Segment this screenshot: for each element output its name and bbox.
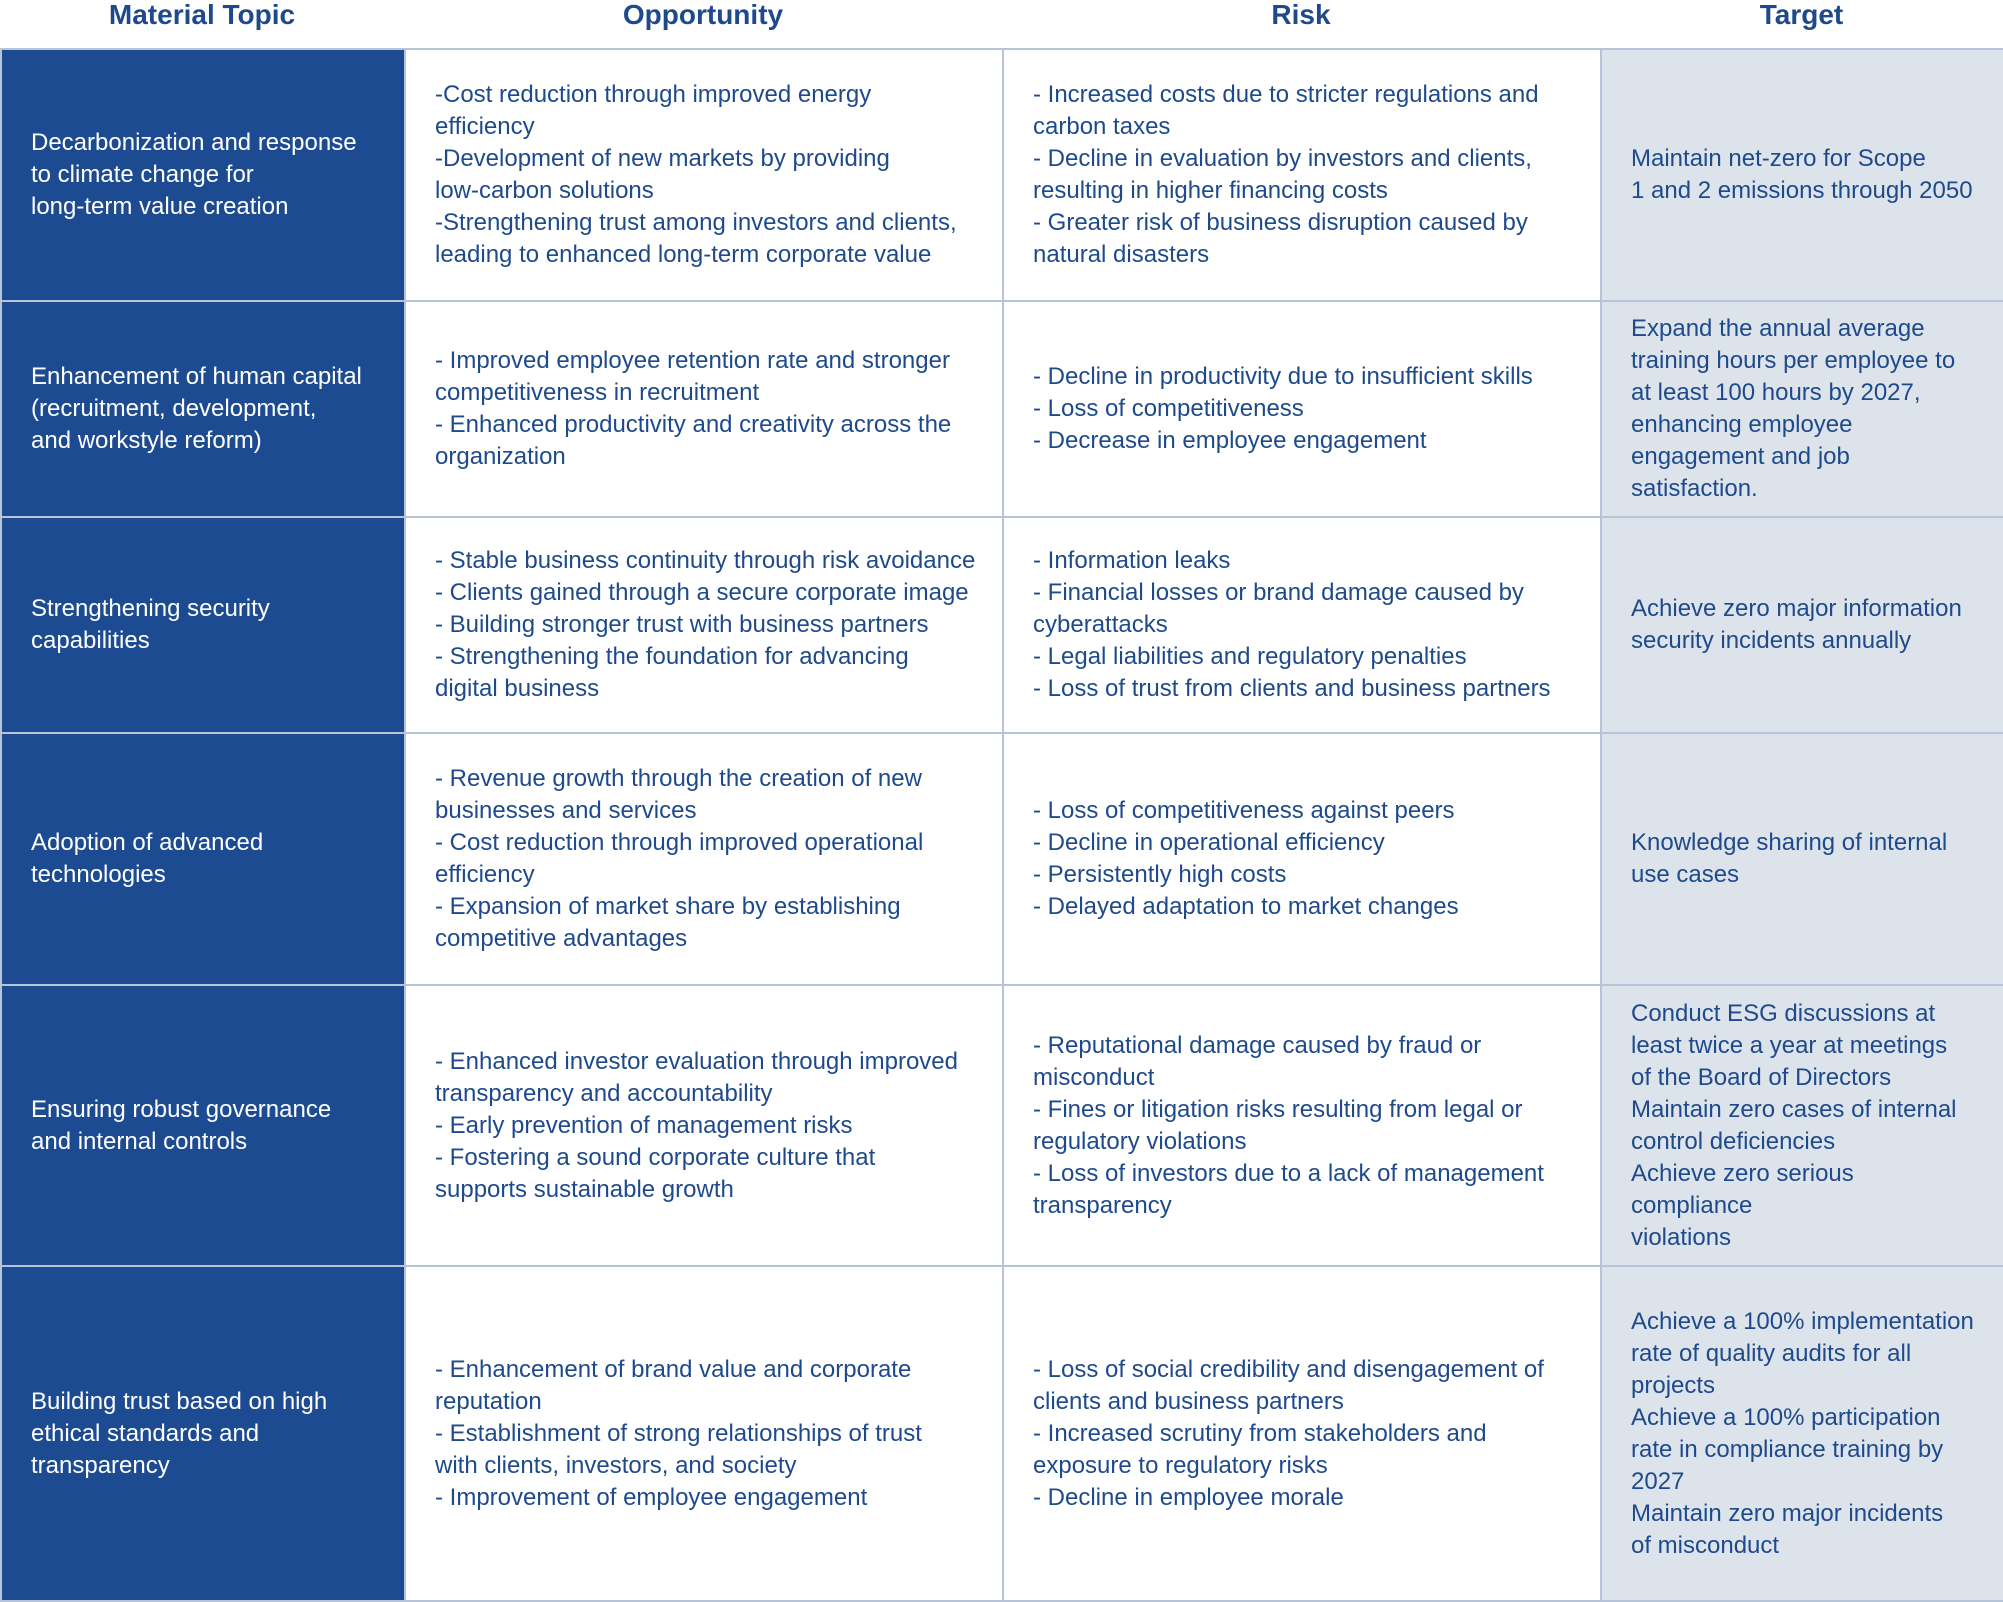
opportunity-cell <box>405 49 1003 301</box>
list-item: - Increased scrutiny from stakeholders and exposure to regulatory risks <box>1033 1419 1487 1479</box>
target-text: Achieve zero major information security incidents annually <box>1631 595 1962 654</box>
target-text: Achieve a 100% implementation rate of quality audits for all projects Achieve a 100% participation rate in compliance training by 2027 Maintain zero major incidents of misconduct <box>1631 1307 1974 1559</box>
list-item: - Expansion of market share by establishing competitive advantages <box>435 893 901 952</box>
list-item: - Loss of trust from clients and business partners <box>1033 675 1551 702</box>
list-item: - Greater risk of business disruption caused by natural disasters <box>1033 209 1528 268</box>
risk-list <box>1033 79 1575 271</box>
opportunity-list <box>435 1046 977 1206</box>
list-item: - Decline in operational efficiency <box>1033 829 1385 856</box>
list-item: - Loss of competitiveness <box>1033 395 1304 422</box>
list-item: - Improved employee retention rate and stronger competitiveness in recruitment <box>435 347 950 406</box>
material-topic-text: Strengthening security capabilities <box>31 595 270 654</box>
opportunity-cell <box>405 301 1003 517</box>
material-topic-text: Ensuring robust governance and internal controls <box>31 1095 332 1155</box>
list-item: - Stable business continuity through risk avoidance <box>435 547 976 574</box>
list-item: - Loss of investors due to a lack of management transparency <box>1033 1159 1544 1219</box>
target-cell <box>1601 1266 2003 1601</box>
list-item: - Legal liabilities and regulatory penalties <box>1033 643 1467 670</box>
table-row <box>1 301 2003 517</box>
header-opportunity: Opportunity <box>622 0 784 30</box>
list-item: -Strengthening trust among investors and clients, leading to enhanced long-term corporate value <box>435 209 957 268</box>
list-item: - Cost reduction through improved operational efficiency <box>435 829 924 888</box>
risk-cell <box>1003 1266 1601 1601</box>
list-item: - Building stronger trust with business partners <box>435 611 929 638</box>
list-item: - Decrease in employee engagement <box>1033 427 1427 454</box>
opportunity-cell <box>405 1266 1003 1601</box>
list-item: - Enhancement of brand value and corporate reputation <box>435 1355 912 1415</box>
material-topic-text: Adoption of advanced technologies <box>31 829 264 888</box>
materiality-table <box>0 48 2003 1602</box>
target-text: Knowledge sharing of internal use cases <box>1631 829 1948 888</box>
list-item: - Loss of social credibility and disengagement of clients and business partners <box>1033 1355 1544 1415</box>
target-cell <box>1601 733 2003 985</box>
list-item: - Fostering a sound corporate culture that supports sustainable growth <box>435 1143 876 1203</box>
material-topic-cell <box>1 985 405 1266</box>
list-item: - Revenue growth through the creation of new businesses and services <box>435 765 922 824</box>
list-item: - Increased costs due to stricter regulations and carbon taxes <box>1033 81 1539 140</box>
header-target: Target <box>1759 0 1844 30</box>
list-item: - Fines or litigation risks resulting from legal or regulatory violations <box>1033 1095 1523 1155</box>
risk-list <box>1033 1030 1575 1222</box>
target-cell <box>1601 49 2003 301</box>
list-item: - Improvement of employee engagement <box>435 1483 868 1511</box>
opportunity-list <box>435 345 977 473</box>
list-item: - Decline in productivity due to insufficient skills <box>1033 363 1533 390</box>
material-topic-cell <box>1 49 405 301</box>
material-topic-cell <box>1 517 405 733</box>
risk-list <box>1033 1354 1575 1514</box>
risk-list <box>1033 545 1575 705</box>
list-item: - Decline in evaluation by investors and clients, resulting in higher financing costs <box>1033 145 1532 204</box>
risk-list <box>1033 795 1575 923</box>
material-topic-cell <box>1 301 405 517</box>
list-item: - Persistently high costs <box>1033 861 1287 888</box>
list-item: - Establishment of strong relationships of trust with clients, investors, and society <box>435 1419 922 1479</box>
opportunity-cell <box>405 517 1003 733</box>
target-text: Maintain net-zero for Scope 1 and 2 emissions through 2050 <box>1631 145 1973 204</box>
risk-cell <box>1003 301 1601 517</box>
list-item: - Enhanced productivity and creativity across the organization <box>435 411 952 470</box>
opportunity-list <box>435 763 977 955</box>
table-header <box>0 0 2003 48</box>
table-row <box>1 985 2003 1266</box>
table-row <box>1 1266 2003 1601</box>
target-text: Conduct ESG discussions at least twice a year at meetings of the Board of Directors Maintain zero cases of internal control deficiencies Achieve zero serious compliance violations <box>1631 999 1957 1251</box>
list-item: - Decline in employee morale <box>1033 1483 1344 1511</box>
table-row <box>1 733 2003 985</box>
target-cell <box>1601 985 2003 1266</box>
opportunity-list <box>435 1354 977 1514</box>
opportunity-cell <box>405 733 1003 985</box>
table-row <box>1 49 2003 301</box>
list-item: - Enhanced investor evaluation through improved transparency and accountability <box>435 1047 958 1107</box>
target-text: Expand the annual average training hours per employee to at least 100 hours by 2027, enhancing employee engagement and job satisfaction. <box>1631 315 1956 502</box>
list-item: - Financial losses or brand damage caused by cyberattacks <box>1033 579 1524 638</box>
list-item: - Delayed adaptation to market changes <box>1033 893 1459 920</box>
list-item: -Cost reduction through improved energy efficiency <box>435 81 872 140</box>
list-item: - Reputational damage caused by fraud or misconduct <box>1033 1031 1482 1091</box>
material-topic-text: Enhancement of human capital (recruitment, development, and workstyle reform) <box>31 363 362 454</box>
list-item: - Early prevention of management risks <box>435 1111 853 1139</box>
list-item: - Loss of competitiveness against peers <box>1033 797 1455 824</box>
list-item: - Strengthening the foundation for advancing digital business <box>435 643 909 702</box>
material-topic-cell <box>1 1266 405 1601</box>
target-cell <box>1601 301 2003 517</box>
header-risk: Risk <box>1271 0 1331 30</box>
risk-cell <box>1003 985 1601 1266</box>
list-item: -Development of new markets by providing low-carbon solutions <box>435 145 890 204</box>
risk-list <box>1033 361 1575 457</box>
material-topic-text: Building trust based on high ethical standards and transparency <box>31 1387 328 1479</box>
opportunity-list <box>435 545 977 705</box>
table-row <box>1 517 2003 733</box>
material-topic-text: Decarbonization and response to climate change for long-term value creation <box>31 129 357 220</box>
opportunity-cell <box>405 985 1003 1266</box>
list-item: - Clients gained through a secure corporate image <box>435 579 969 606</box>
risk-cell <box>1003 733 1601 985</box>
material-topic-cell <box>1 733 405 985</box>
opportunity-list <box>435 79 977 271</box>
risk-cell <box>1003 517 1601 733</box>
list-item: - Information leaks <box>1033 547 1231 574</box>
risk-cell <box>1003 49 1601 301</box>
header-material-topic: Material Topic <box>108 0 296 30</box>
target-cell <box>1601 517 2003 733</box>
